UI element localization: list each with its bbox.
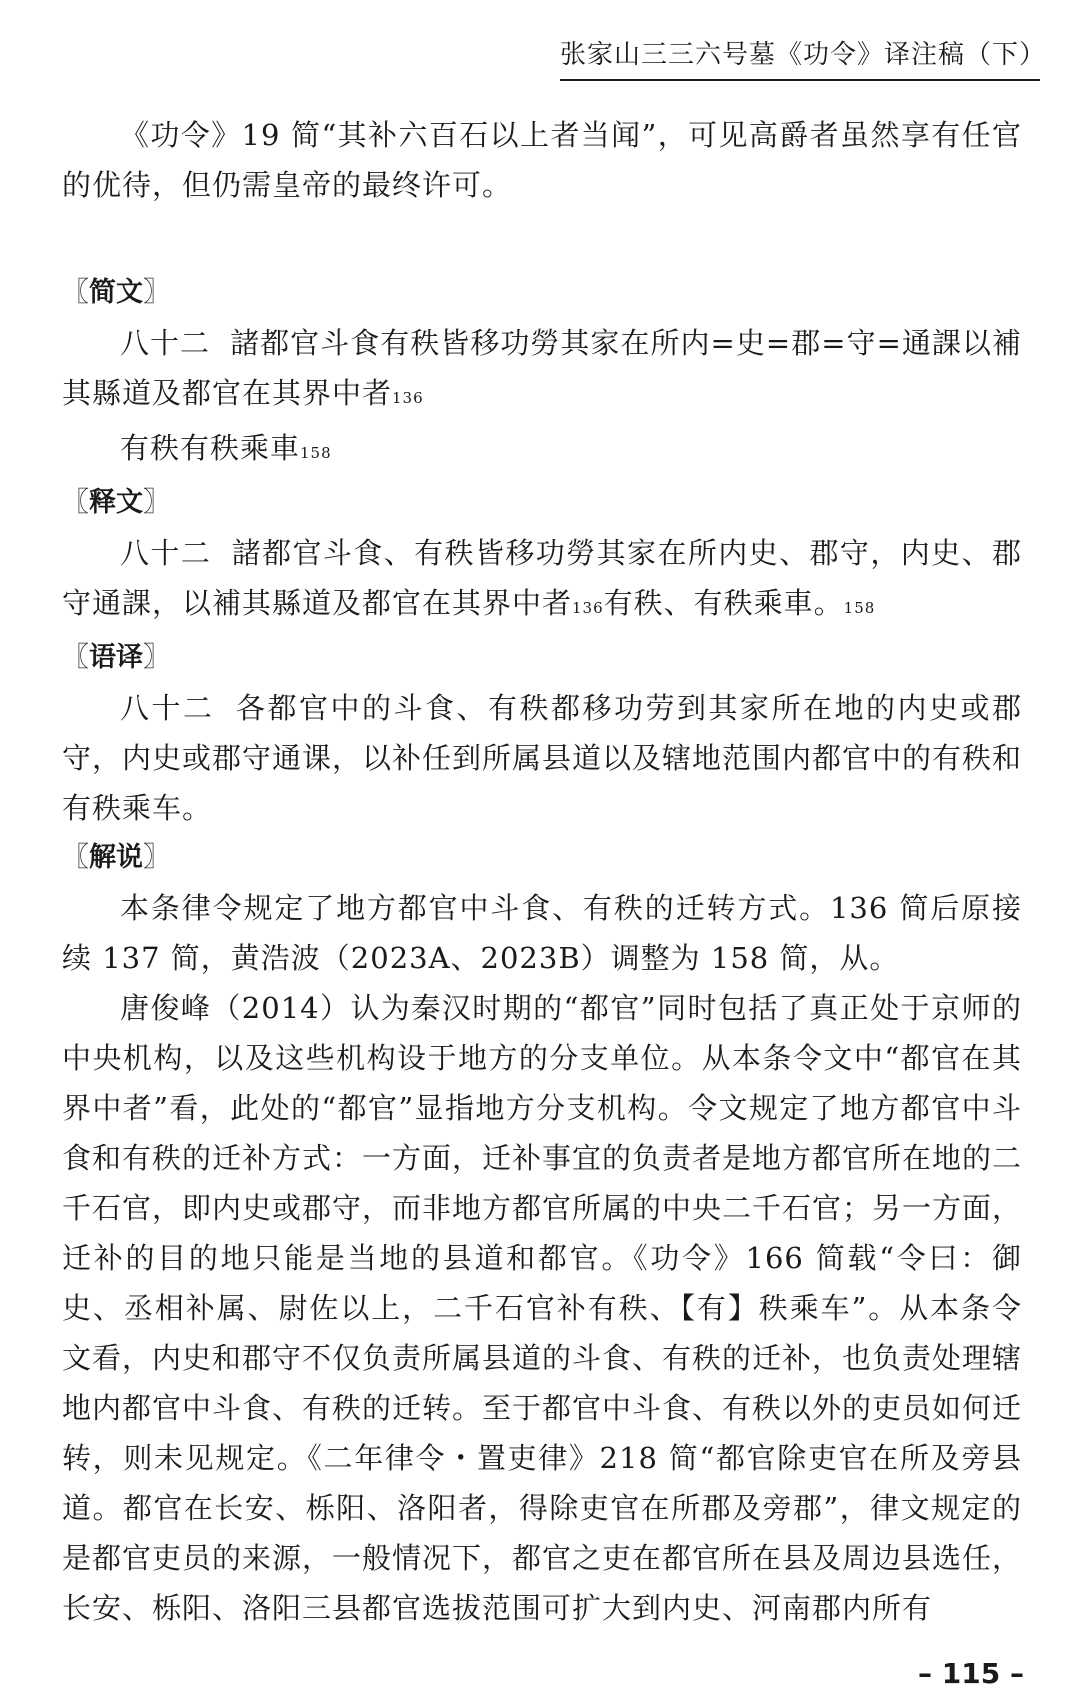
running-header: 张家山三三六号墓《功令》译注稿（下）	[560, 34, 1040, 81]
item-number: 八十二	[120, 536, 212, 570]
section-title: 解说	[89, 842, 143, 873]
slip-number: 158	[843, 599, 876, 617]
transcription-text-2: 有秩、有秩乘車。	[603, 586, 844, 620]
slip-number: 136	[572, 599, 604, 617]
section-heading-jieshuo: 〖解说〗	[62, 842, 170, 873]
section-heading-jianwen: 〖简文〗	[62, 277, 170, 308]
slip-number: 136	[392, 389, 424, 407]
intro-paragraph: 《功令》19 简“其补六百石以上者当闻”，可见高爵者虽然享有任官的优待，但仍需皇帝的最终许可。	[62, 118, 1022, 202]
shiwen-text	[62, 528, 1022, 633]
page-body	[62, 110, 1022, 1633]
section-title: 释文	[89, 487, 143, 518]
jianwen-text-2	[62, 423, 1022, 478]
section-title: 语译	[89, 642, 143, 673]
spacer	[62, 210, 1022, 268]
transcription-text: 諸都官斗食、有秩皆移功勞其家在所内史、郡守，内史、郡守通課，以補其縣道及都官在其界中者	[62, 536, 1022, 620]
item-number: 八十二	[120, 326, 211, 360]
section-title: 简文	[89, 277, 143, 308]
section-heading-yuyi: 〖语译〗	[62, 642, 170, 673]
jianwen-text	[62, 318, 1022, 423]
slip-number: 158	[300, 444, 332, 462]
translation-text: 各都官中的斗食、有秩都移功劳到其家所在地的内史或郡守，内史或郡守通课，以补任到所属县道以及辖地范围内都官中的有秩和有秩乘车。	[62, 691, 1023, 825]
slip-text: 有秩有秩乘車	[120, 431, 301, 465]
jieshuo-paragraph-2: 唐俊峰（2014）认为秦汉时期的“都官”同时包括了真正处于京师的中央机构，以及这些机构设于地方的分支单位。从本条令文中“都官在其界中者”看，此处的“都官”显指地方分支机构。令文规定了地方都官中斗食和有秩的迁补方式：一方面，迁补事宜的负责者是地方都官所在地的二千石官，即内史或郡守，而非地方都官所属的中央二千石官；另一方面，迁补的目的地只能是当地的县道和都官。《功令》166 简载“令曰：御史、丞相补属、尉佐以上，二千石官补有秩、【有】秩乘车”。从本条令文看，内史和郡守不仅负责所属县道的斗食、有秩的迁补，也负责处理辖地内都官中斗食、有秩的迁转。至于都官中斗食、有秩以外的吏员如何迁转，则未见规定。《二年律令・置吏律》218 简“都官除吏官在所及旁县道。都官在长安、栎阳、洛阳者，得除吏官在所郡及旁郡”，律文规定的是都官吏员的来源，一般情况下，都官之吏在都官所在县及周边县选任，长安、栎阳、洛阳三县都官选拔范围可扩大到内史、河南郡内所有	[62, 991, 1023, 1625]
item-number: 八十二	[120, 691, 215, 725]
yuyi-text	[62, 683, 1022, 833]
page-number: – 115 –	[918, 1657, 1024, 1690]
section-heading-shiwen: 〖释文〗	[62, 487, 170, 518]
jieshuo-paragraph-1: 本条律令规定了地方都官中斗食、有秩的迁转方式。136 简后原接续 137 简，黄浩波（2023A、2023B）调整为 158 简，从。	[62, 891, 1022, 975]
slip-text: 諸都官斗食有秩皆移功勞其家在所内=史=郡=守=通課以補其縣道及都官在其界中者	[62, 326, 1022, 410]
